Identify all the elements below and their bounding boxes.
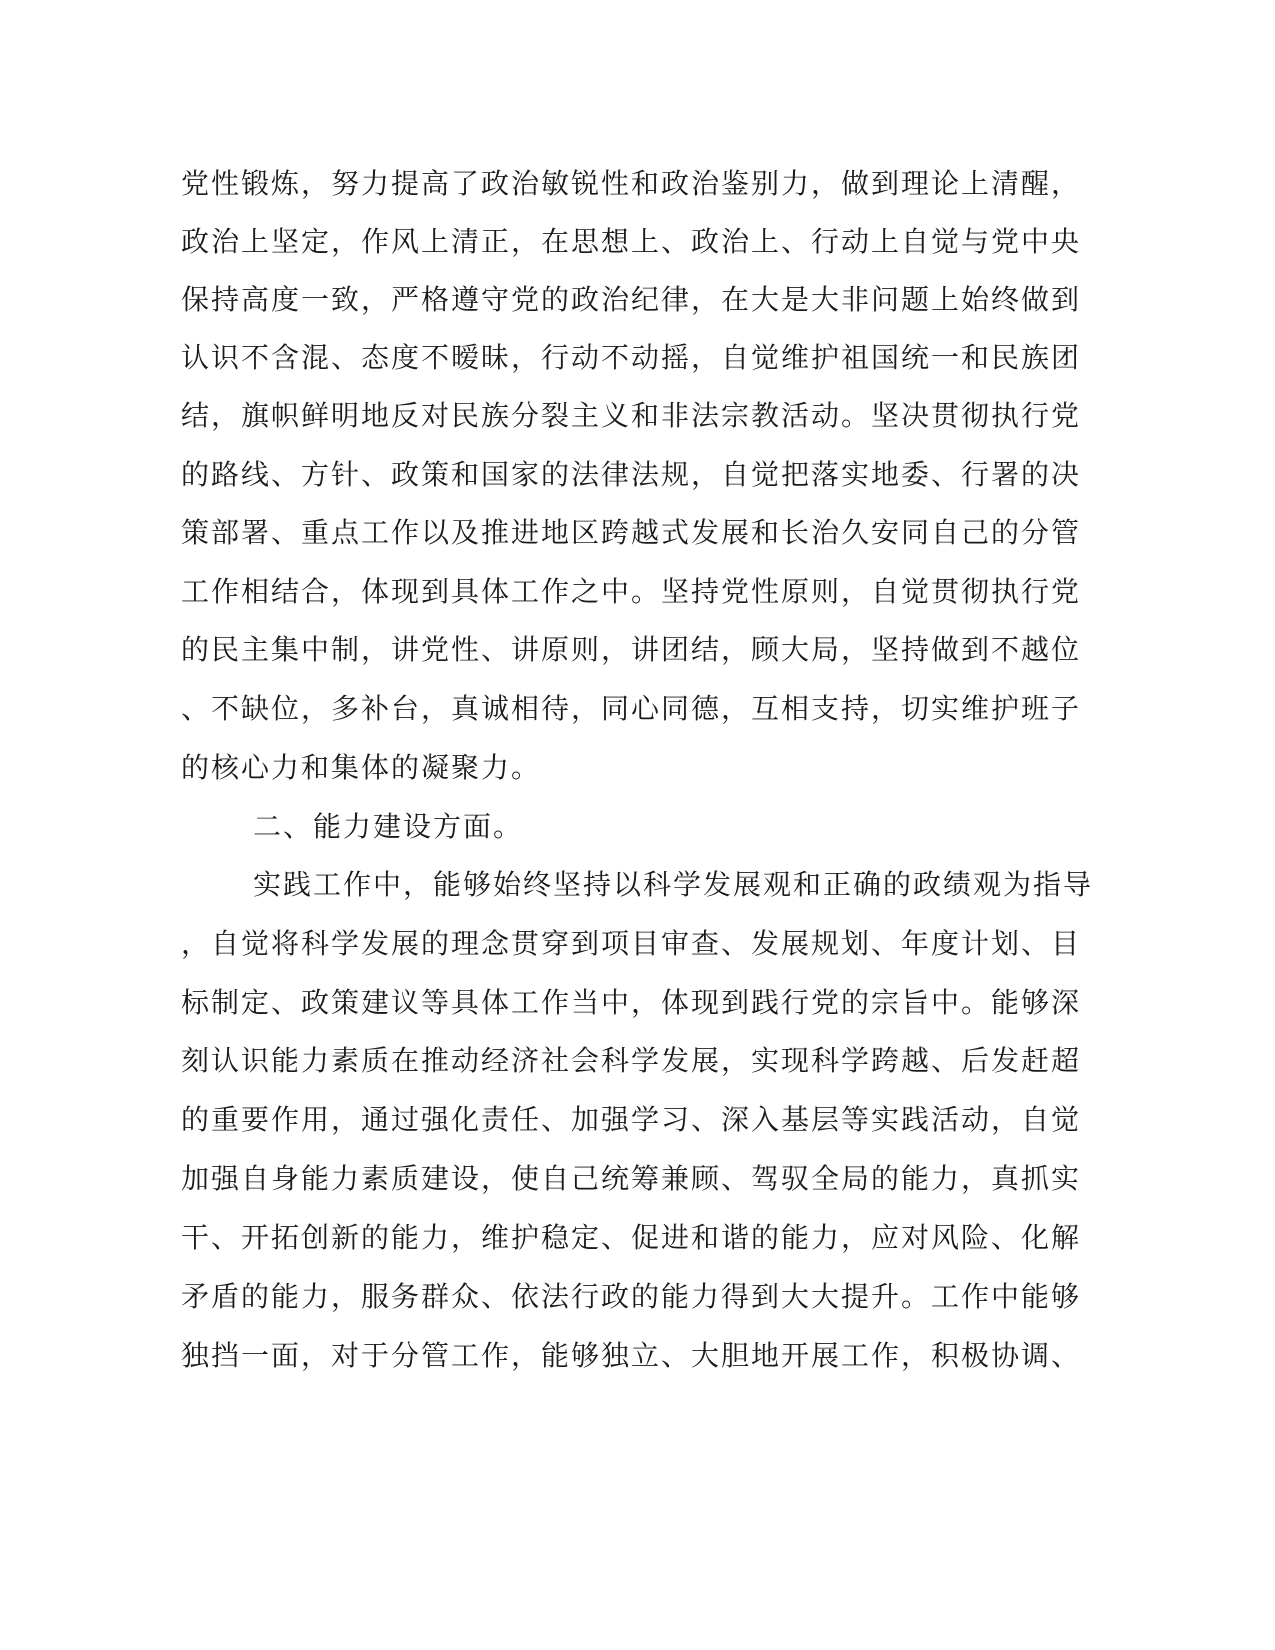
text-line: 政治上坚定，作风上清正，在思想上、政治上、行动上自觉与党中央 (181, 225, 1082, 258)
paragraph-first-line: 实践工作中，能够始终坚持以科学发展观和正确的政绩观为指导 (253, 868, 1094, 901)
text-line: 工作相结合，体现到具体工作之中。坚持党性原则，自觉贯彻执行党 (181, 575, 1082, 608)
section-heading: 二、能力建设方面。 (253, 810, 524, 843)
text-line: 结，旗帜鲜明地反对民族分裂主义和非法宗教活动。坚决贯彻执行党 (181, 399, 1082, 432)
text-line: 的重要作用，通过强化责任、加强学习、深入基层等实践活动，自觉 (181, 1103, 1082, 1136)
text-line: 独挡一面，对于分管工作，能够独立、大胆地开展工作，积极协调、 (181, 1339, 1082, 1372)
text-line: 党性锻炼，努力提高了政治敏锐性和政治鉴别力，做到理论上清醒， (181, 167, 1082, 200)
text-line: 策部署、重点工作以及推进地区跨越式发展和长治久安同自己的分管 (181, 516, 1082, 549)
text-line: 的民主集中制，讲党性、讲原则，讲团结，顾大局，坚持做到不越位 (181, 633, 1082, 666)
text-line: 干、开拓创新的能力，维护稳定、促进和谐的能力，应对风险、化解 (181, 1221, 1082, 1254)
text-line: 加强自身能力素质建设，使自己统筹兼顾、驾驭全局的能力，真抓实 (181, 1162, 1082, 1195)
text-line: 的核心力和集体的凝聚力。 (181, 751, 542, 784)
text-line: 标制定、政策建议等具体工作当中，体现到践行党的宗旨中。能够深 (181, 986, 1082, 1019)
text-line: 矛盾的能力，服务群众、依法行政的能力得到大大提升。工作中能够 (181, 1280, 1082, 1313)
text-line: 刻认识能力素质在推动经济社会科学发展，实现科学跨越、后发赶超 (181, 1044, 1082, 1077)
text-line: ，自觉将科学发展的理念贯穿到项目审查、发展规划、年度计划、目 (181, 927, 1082, 960)
text-line: 的路线、方针、政策和国家的法律法规，自觉把落实地委、行署的决 (181, 458, 1082, 491)
text-line: 、不缺位，多补台，真诚相待，同心同德，互相支持，切实维护班子 (181, 692, 1082, 725)
text-line: 保持高度一致，严格遵守党的政治纪律，在大是大非问题上始终做到 (181, 283, 1082, 316)
text-line: 认识不含混、态度不暧昧，行动不动摇，自觉维护祖国统一和民族团 (181, 341, 1082, 374)
